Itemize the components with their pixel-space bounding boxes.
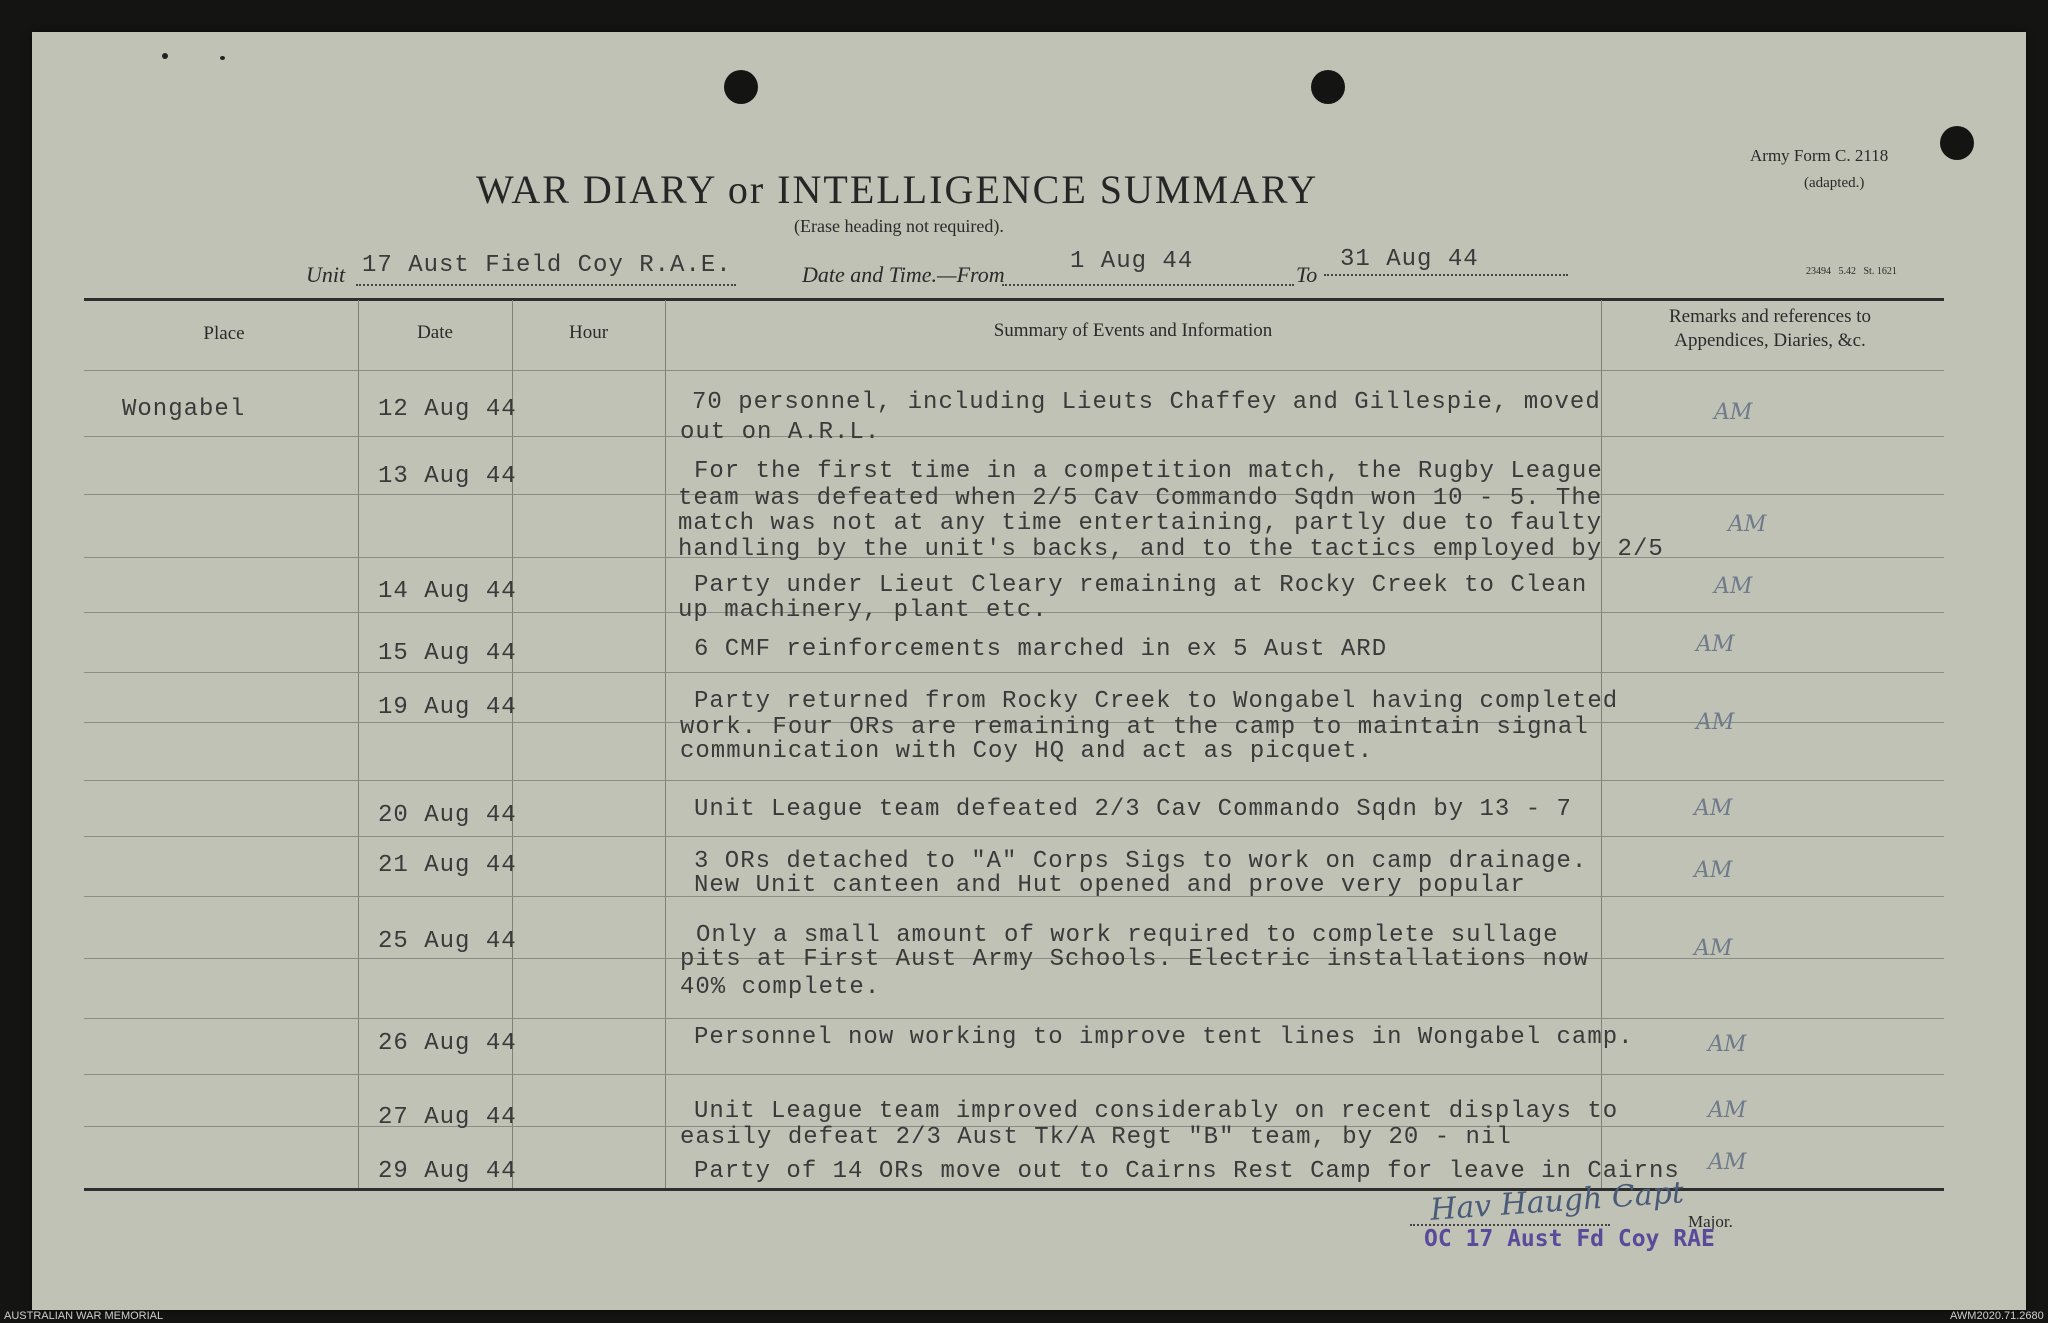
entry-line: up machinery, plant etc. xyxy=(678,597,1048,624)
entry-date: 21 Aug 44 xyxy=(378,852,517,879)
entry-line: team was defeated when 2/5 Cav Commando Sqdn won 10 - 5. The xyxy=(678,485,1603,512)
column-header-place: Place xyxy=(203,323,245,344)
row-rule xyxy=(84,672,1944,673)
punch-hole xyxy=(1940,126,1974,160)
entry-initials: AM xyxy=(1694,796,1733,821)
entry-line: Party of 14 ORs move out to Cairns Rest Camp for leave in Cairns xyxy=(694,1158,1680,1185)
date-from-dotline xyxy=(1002,284,1294,286)
army-form-number: Army Form C. 2118 xyxy=(1750,146,1889,165)
entry-line: 40% complete. xyxy=(680,974,881,1001)
date-from-label: Date and Time.—From xyxy=(802,262,1005,287)
footer-reference: AWM2020.71.2680 xyxy=(1950,1310,2044,1322)
entry-initials: AM xyxy=(1714,574,1753,599)
column-divider xyxy=(358,300,359,1188)
entry-initials: AM xyxy=(1728,512,1767,537)
entry-line: handling by the unit's backs, and to the tactics employed by 2/5 xyxy=(678,536,1664,563)
entry-line: Party under Lieut Cleary remaining at Rocky Creek to Clean xyxy=(694,572,1588,599)
adapted-label: (adapted.) xyxy=(1804,175,1865,191)
entry-date: 13 Aug 44 xyxy=(378,463,517,490)
entry-date: 14 Aug 44 xyxy=(378,578,517,605)
entry-initials: AM xyxy=(1708,1032,1747,1057)
form-subtitle: (Erase heading not required). xyxy=(794,216,1004,236)
entry-line: communication with Coy HQ and act as picquet. xyxy=(680,738,1374,765)
table-top-rule xyxy=(84,298,1944,301)
date-to-label: To xyxy=(1296,262,1318,287)
entry-initials: AM xyxy=(1694,858,1733,883)
entry-initials: AM xyxy=(1696,710,1735,735)
entry-initials: AM xyxy=(1708,1098,1747,1123)
footer-credit: AUSTRALIAN WAR MEMORIAL xyxy=(4,1310,164,1322)
entry-line: 3 ORs detached to "A" Corps Sigs to work on camp drainage. xyxy=(694,848,1588,875)
speck xyxy=(220,56,225,60)
entry-date: 25 Aug 44 xyxy=(378,928,517,955)
signature-rank: Major. xyxy=(1688,1212,1733,1231)
entry-initials: AM xyxy=(1708,1150,1747,1175)
entry-line: 6 CMF reinforcements marched in ex 5 Aust ARD xyxy=(694,636,1388,663)
print-code: 23494 5.42 St. 1621 xyxy=(1806,266,1897,277)
column-header-remarks: Remarks and references to Appendices, Diaries, &c. xyxy=(1668,306,1872,351)
entry-line: Unit League team defeated 2/3 Cav Commando Sqdn by 13 - 7 xyxy=(694,796,1572,823)
entry-line: 70 personnel, including Lieuts Chaffey and Gillespie, moved xyxy=(692,389,1601,416)
signature-handwritten: Hav Haugh Capt xyxy=(1429,1175,1685,1228)
entry-line: Party returned from Rocky Creek to Wongabel having completed xyxy=(694,688,1619,715)
header-rule xyxy=(84,370,1944,371)
entry-line: match was not at any time entertaining, partly due to faulty xyxy=(678,510,1603,537)
column-divider xyxy=(1601,300,1602,1188)
entry-date: 29 Aug 44 xyxy=(378,1158,517,1185)
entry-date: 26 Aug 44 xyxy=(378,1030,517,1057)
punch-hole xyxy=(1311,70,1345,104)
entry-line: easily defeat 2/3 Aust Tk/A Regt "B" team, by 20 - nil xyxy=(680,1124,1512,1151)
entry-date: 20 Aug 44 xyxy=(378,802,517,829)
unit-value: 17 Aust Field Coy R.A.E. xyxy=(362,252,732,279)
unit-dotline xyxy=(356,284,736,286)
unit-label: Unit xyxy=(306,262,346,287)
column-header-date: Date xyxy=(417,322,453,343)
entry-line: New Unit canteen and Hut opened and prove very popular xyxy=(694,872,1526,899)
form-title: WAR DIARY or INTELLIGENCE SUMMARY xyxy=(476,167,1319,212)
entry-line: For the first time in a competition match, the Rugby League xyxy=(694,458,1603,485)
entry-line: Personnel now working to improve tent lines in Wongabel camp. xyxy=(694,1024,1634,1051)
entry-date: 15 Aug 44 xyxy=(378,640,517,667)
speck xyxy=(162,53,168,59)
entry-line: out on A.R.L. xyxy=(680,419,881,446)
punch-hole xyxy=(724,70,758,104)
place-value: Wongabel xyxy=(122,396,246,423)
entry-initials: AM xyxy=(1714,400,1753,425)
row-rule xyxy=(84,1074,1944,1075)
entry-line: pits at First Aust Army Schools. Electric installations now xyxy=(680,946,1589,973)
date-to-value: 31 Aug 44 xyxy=(1340,246,1479,273)
column-divider xyxy=(665,300,666,1188)
date-from-value: 1 Aug 44 xyxy=(1070,248,1194,275)
row-rule xyxy=(84,436,1944,437)
entry-date: 12 Aug 44 xyxy=(378,396,517,423)
entry-initials: AM xyxy=(1694,936,1733,961)
row-rule xyxy=(84,836,1944,837)
entry-date: 19 Aug 44 xyxy=(378,694,517,721)
entry-line: work. Four ORs are remaining at the camp to maintain signal xyxy=(680,714,1589,741)
date-to-dotline xyxy=(1324,274,1568,276)
entry-line: Unit League team improved considerably on recent displays to xyxy=(694,1098,1619,1125)
row-rule xyxy=(84,1018,1944,1019)
row-rule xyxy=(84,780,1944,781)
column-header-hour: Hour xyxy=(568,322,609,343)
column-header-summary: Summary of Events and Information xyxy=(993,320,1273,341)
entry-date: 27 Aug 44 xyxy=(378,1104,517,1131)
oc-stamp: OC 17 Aust Fd Coy RAE xyxy=(1424,1226,1715,1252)
entry-line: Only a small amount of work required to complete sullage xyxy=(696,922,1559,949)
entry-initials: AM xyxy=(1696,632,1735,657)
